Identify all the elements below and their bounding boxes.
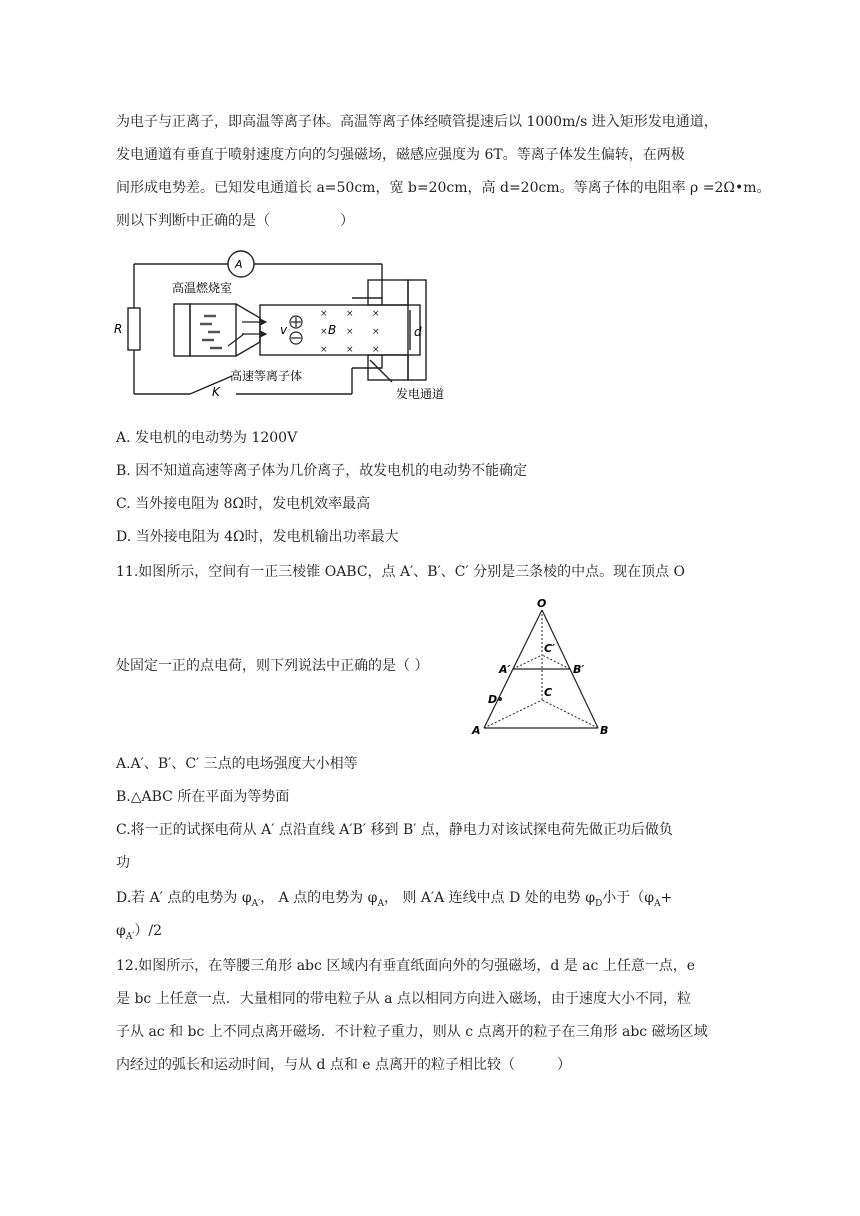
q10-option-c: C. 当外接电阻为 8Ω时，发电机效率最高	[116, 496, 371, 512]
ammeter-label: A	[235, 258, 243, 271]
q11-option-a: A.A′、B′、C′ 三点的电场强度大小相等	[116, 756, 358, 772]
svg-text:×: ×	[372, 327, 380, 337]
svg-text:×: ×	[346, 309, 354, 319]
q12-text-line-1: 12.如图所示，在等腰三角形 abc 区域内有垂直纸面向外的匀强磁场，d 是 ac 上任意一点，e	[116, 958, 696, 974]
q10-text-line-4: 则以下判断中正确的是（ ）	[116, 213, 354, 229]
height-label: d	[414, 325, 422, 339]
q12-text-line-2: 是 bc 上任意一点．大量相同的带电粒子从 a 点以相同方向进入磁场，由于速度大小不同，粒	[116, 991, 691, 1007]
vertex-b-label: B	[600, 724, 609, 737]
q12-text-line-3: 子从 ac 和 bc 上不同点离开磁场．不计粒子重力，则从 c 点离开的粒子在三角形 abc 磁场区域	[116, 1024, 708, 1040]
velocity-label: v	[280, 323, 288, 337]
vertex-c-label: C	[544, 686, 553, 699]
field-label: B	[328, 323, 337, 337]
svg-text:×: ×	[346, 327, 354, 337]
q10-option-d: D. 当外接电阻为 4Ω时，发电机输出功率最大	[116, 529, 399, 545]
svg-text:×: ×	[320, 309, 328, 319]
q11-text-line-2: 处固定一正的点电荷，则下列说法中正确的是（ ）	[116, 658, 429, 674]
tetrahedron-figure	[470, 596, 620, 740]
channel-label: 发电通道	[396, 387, 445, 401]
vertex-o-label: O	[537, 597, 547, 610]
svg-text:×: ×	[372, 309, 380, 319]
point-d-label: D	[488, 693, 498, 706]
plasma-label: 高速等离子体	[230, 369, 303, 383]
q11-option-c-line-1: C.将一正的试探电荷从 A′ 点沿直线 A′B′ 移到 B′ 点，静电力对该试探电荷先做正功后做负	[116, 822, 673, 838]
q10-option-a: A. 发电机的电动势为 1200V	[116, 430, 298, 446]
svg-text:×: ×	[372, 345, 380, 355]
chamber-label: 高温燃烧室	[172, 281, 233, 295]
midpoint-a1-label: A′	[499, 663, 511, 676]
q11-text-line-1: 11.如图所示，空间有一正三棱锥 OABC，点 A′、B′、C′ 分别是三条棱的中点。现在顶点 O	[116, 564, 686, 580]
midpoint-b1-label: B′	[573, 663, 585, 676]
q10-text-line-2: 发电通道有垂直于喷射速度方向的匀强磁场，磁感应强度为 6T。等离子体发生偏转，在两极	[116, 147, 685, 163]
svg-text:×: ×	[320, 327, 328, 337]
svg-text:×: ×	[320, 345, 328, 355]
resistor-label: R	[114, 322, 123, 336]
q10-text-line-3: 间形成电势差。已知发电通道长 a=50cm，宽 b=20cm，高 d=20cm。等离子体的电阻率 ρ =2Ω•m。	[116, 180, 771, 196]
q12-text-line-4: 内经过的弧长和运动时间，与从 d 点和 e 点离开的粒子相比较（ ）	[116, 1057, 572, 1073]
midpoint-c1-label: C′	[544, 642, 555, 655]
q11-option-b: B.△ABC 所在平面为等势面	[116, 789, 290, 805]
switch-label: K	[212, 385, 220, 399]
mhd-generator-figure	[114, 250, 445, 408]
q11-option-d-line-2: $\varphi_{A'})/2$	[116, 923, 162, 942]
q11-option-d-line-1: D.若 A′ 点的电势为 $\varphi_{A'}$， A 点的电势为 $\varphi_A$， 则 A′A 连线中点 D 处的电势 $\varphi_D$小于（$\varphi_A+$	[116, 890, 673, 909]
q10-text-line-1: 为电子与正离子，即高温等离子体。高温等离子体经喷管提速后以 1000m/s 进入矩形发电通道，	[116, 114, 718, 130]
svg-text:×: ×	[346, 345, 354, 355]
q10-option-b: B. 因不知道高速等离子体为几价离子，故发电机的电动势不能确定	[116, 463, 528, 479]
vertex-a-label: A	[472, 724, 481, 737]
q11-option-c-line-2: 功	[116, 855, 130, 871]
